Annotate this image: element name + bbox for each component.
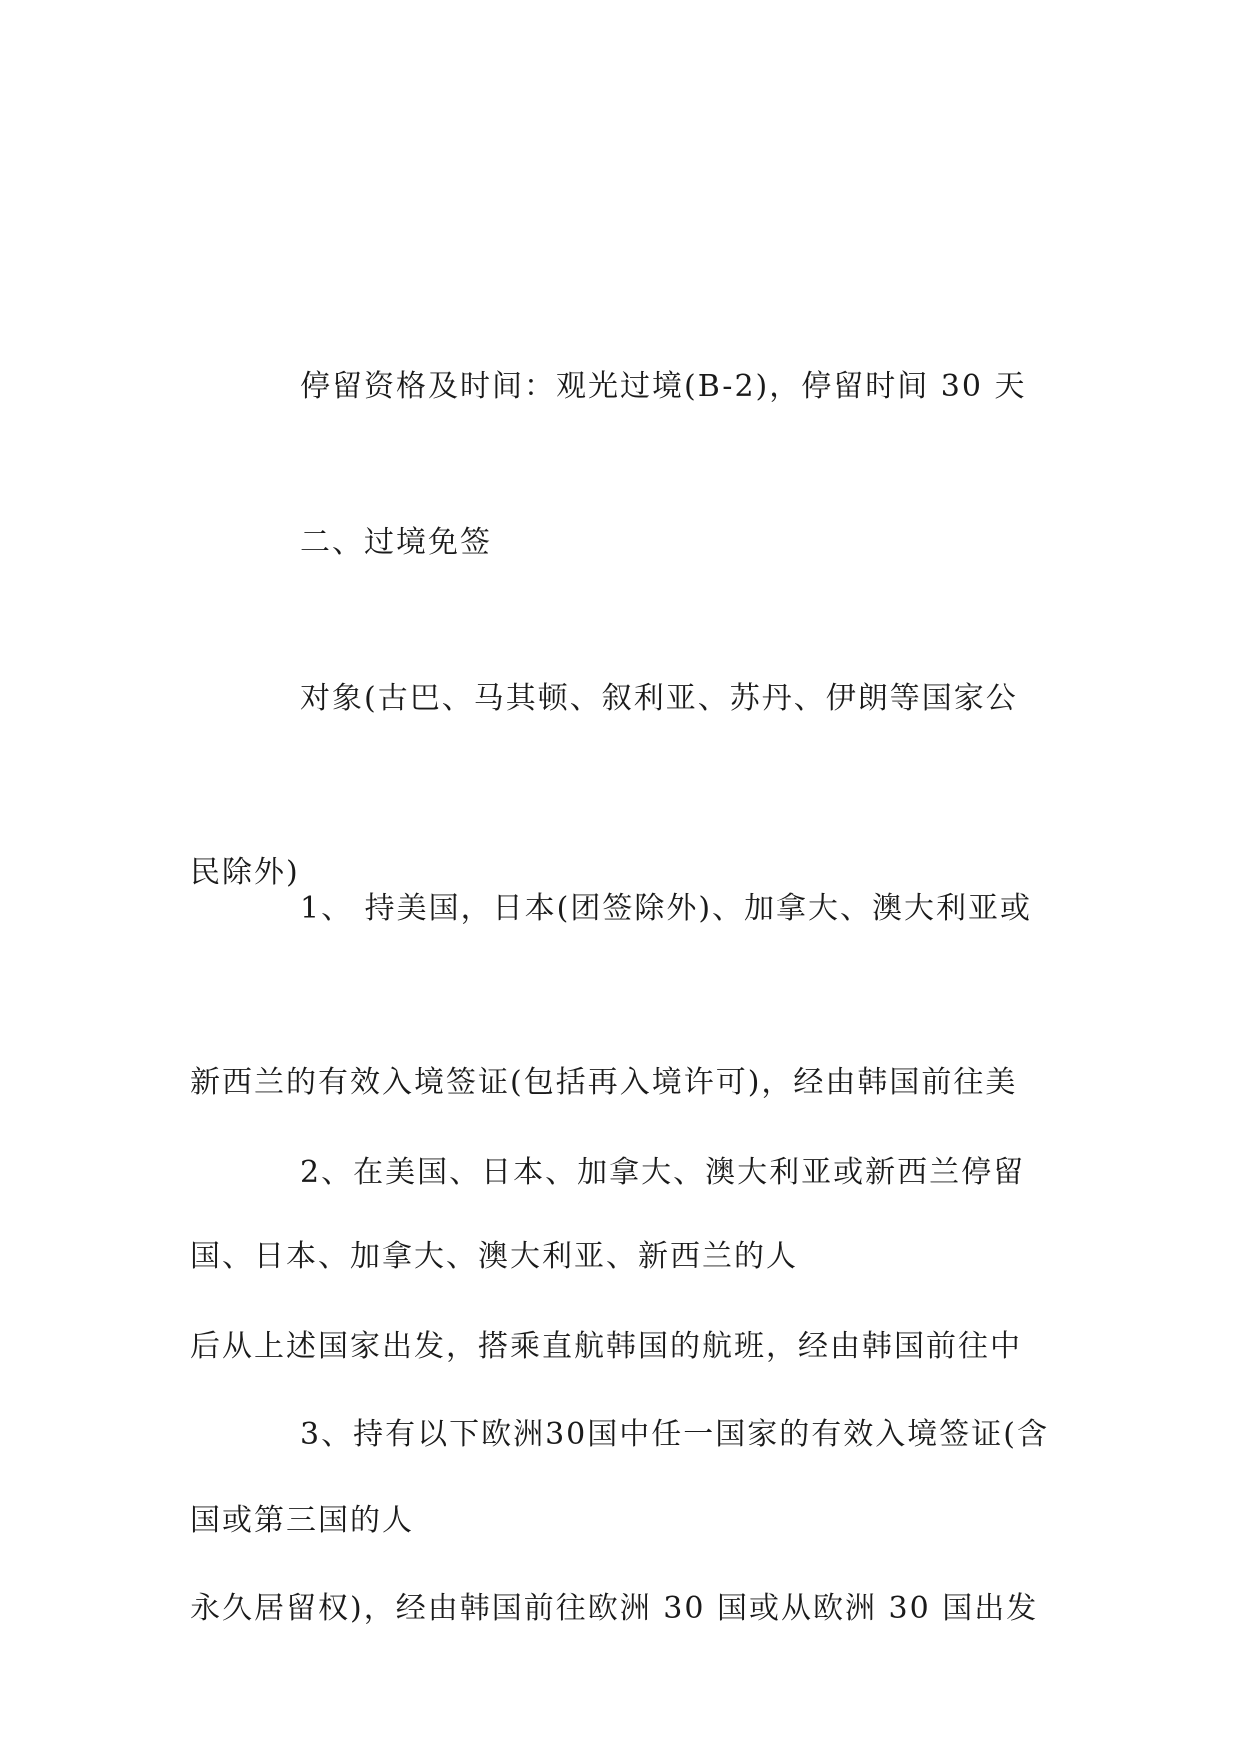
paragraph-line: 国、日本、加拿大、澳大利亚、新西兰的人 xyxy=(190,1239,798,1274)
paragraph-line: 停留资格及时间：观光过境(B-2)，停留时间 30 天 xyxy=(300,369,1027,404)
paragraph-line: 国或第三国的人 xyxy=(190,1503,414,1538)
paragraph-line: 新西兰的有效入境签证(包括再入境许可)，经由韩国前往美 xyxy=(190,1065,1018,1100)
paragraph-line: 永久居留权)，经由韩国前往欧洲 30 国或从欧洲 30 国出发 xyxy=(190,1591,1039,1626)
paragraph-line: 民除外) xyxy=(190,855,300,890)
paragraph-line: 1、 持美国，日本(团签除外)、加拿大、澳大利亚或 xyxy=(300,891,1033,926)
paragraph-line: 对象(古巴、马其顿、叙利亚、苏丹、伊朗等国家公 xyxy=(300,681,1018,716)
list-item-3 xyxy=(190,1290,1055,1754)
paragraph-line: 3、持有以下欧洲30国中任一国家的有效入境签证(含 xyxy=(300,1417,1049,1452)
paragraph-line: 二、过境免签 xyxy=(300,525,492,560)
paragraph-line: 后从上述国家出发，搭乘直航韩国的航班，经由韩国前往中 xyxy=(190,1329,1022,1364)
paragraph-line: 2、在美国、日本、加拿大、澳大利亚或新西兰停留 xyxy=(300,1155,1026,1190)
